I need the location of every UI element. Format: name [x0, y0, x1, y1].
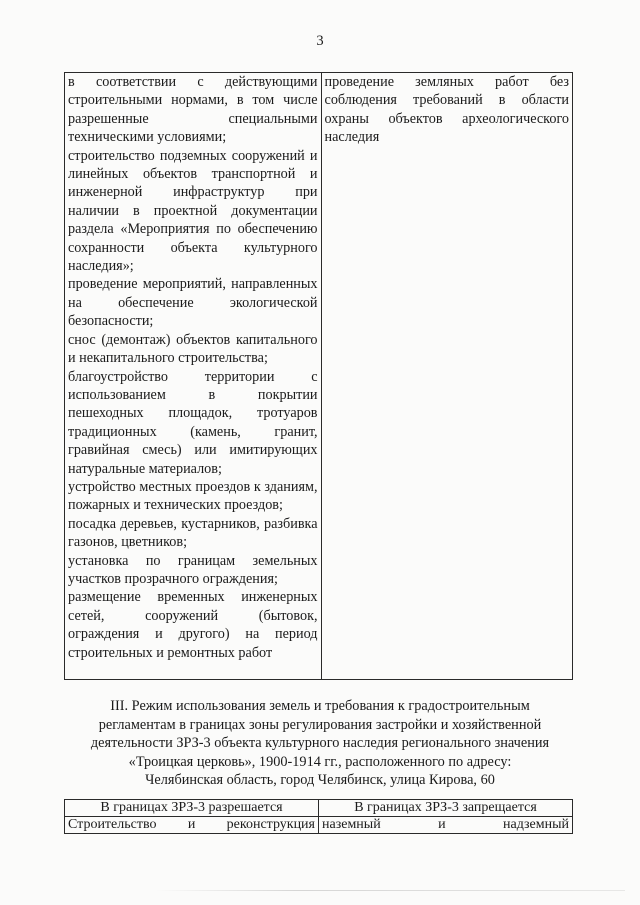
- table-row: [65, 73, 573, 680]
- header-forbidden: В границах ЗРЗ-3 запрещается: [319, 800, 573, 817]
- list-item: устройство местных проездов к зданиям, пожарных и технических проездов;: [68, 478, 318, 514]
- list-item: установка по границам земельных участков прозрачного ограждения;: [68, 552, 318, 587]
- list-item: в соответствии с действующими строительными нормами, в том числе разрешенные специальными техническими условиями;: [68, 74, 318, 146]
- list-item: проведение мероприятий, направленных на обеспечение экологической безопасности;: [68, 276, 318, 330]
- list-item: посадка деревьев, кустарников, разбивка газонов, цветников;: [68, 515, 318, 551]
- list-item: размещение временных инженерных сетей, сооружений (бытовок, ограждения и другого) на период строительных и ремонтных работ: [68, 589, 318, 661]
- scan-artifact-line: [155, 890, 625, 891]
- page-number: 3: [316, 33, 324, 49]
- list-item: благоустройство территории с использованием в покрытии пешеходных площадок, тротуаров традиционных (камень, гранит, гравийная смесь) или имитирующих натуральные материалов;: [68, 368, 318, 477]
- list-item: проведение земляных работ без соблюдения требований в области охраны объектов археологического наследия: [324, 74, 569, 146]
- section-heading: [70, 697, 570, 790]
- forbidden-cell: наземный и надземный: [319, 817, 573, 834]
- heading-line: деятельности ЗРЗ-3 объекта культурного наследия регионального значения: [90, 735, 550, 752]
- heading-line: Челябинская область, город Челябинск, улица Кирова, 60: [145, 772, 495, 789]
- heading-line: регламентам в границах зоны регулирования застройки и хозяйственной: [98, 716, 542, 733]
- heading-line: «Троицкая церковь», 1900-1914 гг., расположенного по адресу:: [128, 753, 512, 770]
- allowed-column-cell: [65, 73, 322, 680]
- regulations-table-continued: [64, 72, 573, 680]
- table-row: [65, 817, 573, 834]
- table-header-row: [65, 800, 573, 817]
- allowed-cell: Строительство и реконструкция: [65, 817, 319, 834]
- list-item: строительство подземных сооружений и линейных объектов транспортной и инженерной инфраструктур при наличии в проектной документации раздела «Мероприятия по обеспечению сохранности объекта культурного наследия»;: [68, 147, 318, 275]
- list-item: снос (демонтаж) объектов капитального и некапитального строительства;: [68, 331, 318, 367]
- zrz3-regulations-table: [64, 799, 573, 834]
- forbidden-column-cell: [321, 73, 572, 680]
- heading-line: III. Режим использования земель и требования к градостроительным: [110, 698, 530, 714]
- header-allowed: В границах ЗРЗ-3 разрешается: [65, 800, 319, 817]
